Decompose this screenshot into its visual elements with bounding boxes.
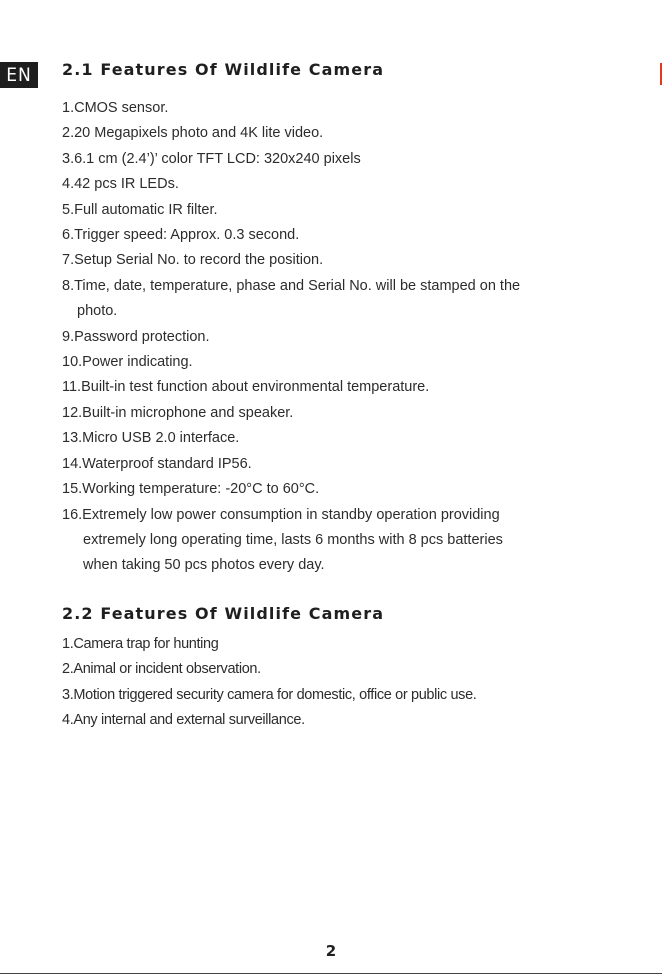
feature-item-continuation: when taking 50 pcs photos every day. (83, 557, 325, 574)
feature-item (62, 477, 622, 502)
feature-item-text: 6.Trigger speed: Approx. 0.3 second. (62, 227, 300, 244)
feature-item-text: 7.Setup Serial No. to record the position. (62, 252, 324, 269)
feature-item-text: 13.Micro USB 2.0 interface. (62, 430, 240, 447)
page-content (62, 56, 622, 733)
application-item-text: 1.Camera trap for hunting (62, 635, 219, 652)
application-item (62, 683, 622, 708)
feature-item-text: 1.CMOS sensor. (62, 100, 169, 116)
feature-item-text: 15.Working temperature: -20°C to 60°C. (62, 481, 320, 498)
feature-item-text: 9.Password protection. (62, 328, 210, 345)
features-list (62, 96, 622, 579)
feature-item (62, 223, 622, 248)
feature-item (62, 452, 622, 477)
feature-item (62, 96, 622, 121)
bottom-divider (0, 973, 662, 974)
application-item-text: 3.Motion triggered security camera for domestic, office or public use. (62, 686, 477, 703)
feature-item (62, 147, 622, 172)
application-item (62, 632, 622, 657)
application-item-text: 2.Animal or incident observation. (62, 661, 261, 678)
feature-item-text: 5.Full automatic IR filter. (62, 201, 218, 218)
feature-item (62, 198, 622, 223)
feature-item (62, 375, 622, 400)
feature-item (62, 248, 622, 273)
feature-item (62, 121, 622, 146)
section-title-applications: 2.2 Features Of Wildlife Camera (62, 603, 385, 623)
language-tab-label: EN (6, 64, 32, 86)
language-tab (0, 62, 38, 88)
feature-item-text: 8.Time, date, temperature, phase and Serial No. will be stamped on the (62, 277, 521, 294)
feature-item-continuation: photo. (77, 303, 118, 320)
applications-list (62, 632, 622, 734)
feature-item (62, 350, 622, 375)
feature-item (62, 274, 622, 325)
application-item (62, 657, 622, 682)
feature-item-continuation: extremely long operating time, lasts 6 months with 8 pcs batteries (83, 531, 503, 548)
feature-item-text: 11.Built-in test function about environmental temperature. (62, 379, 430, 396)
feature-item (62, 172, 622, 197)
application-item-text: 4.Any internal and external surveillance. (62, 711, 305, 728)
section-title-features: 2.1 Features Of Wildlife Camera (62, 60, 385, 79)
page-number: 2 (325, 942, 337, 960)
feature-item-text: 16.Extremely low power consumption in standby operation providing (62, 506, 500, 523)
feature-item-text: 10.Power indicating. (62, 354, 193, 371)
feature-item-text: 4.42 pcs IR LEDs. (62, 176, 179, 193)
feature-item (62, 325, 622, 350)
feature-item-text: 14.Waterproof standard IP56. (62, 455, 252, 472)
application-item (62, 708, 622, 733)
feature-item (62, 503, 622, 579)
feature-item-text: 12.Built-in microphone and speaker. (62, 404, 294, 421)
feature-item (62, 426, 622, 451)
feature-item-text: 3.6.1 cm (2.4’)’ color TFT LCD: 320x240 pixels (62, 150, 361, 167)
feature-item-text: 2.20 Megapixels photo and 4K lite video. (62, 125, 324, 142)
feature-item (62, 401, 622, 426)
